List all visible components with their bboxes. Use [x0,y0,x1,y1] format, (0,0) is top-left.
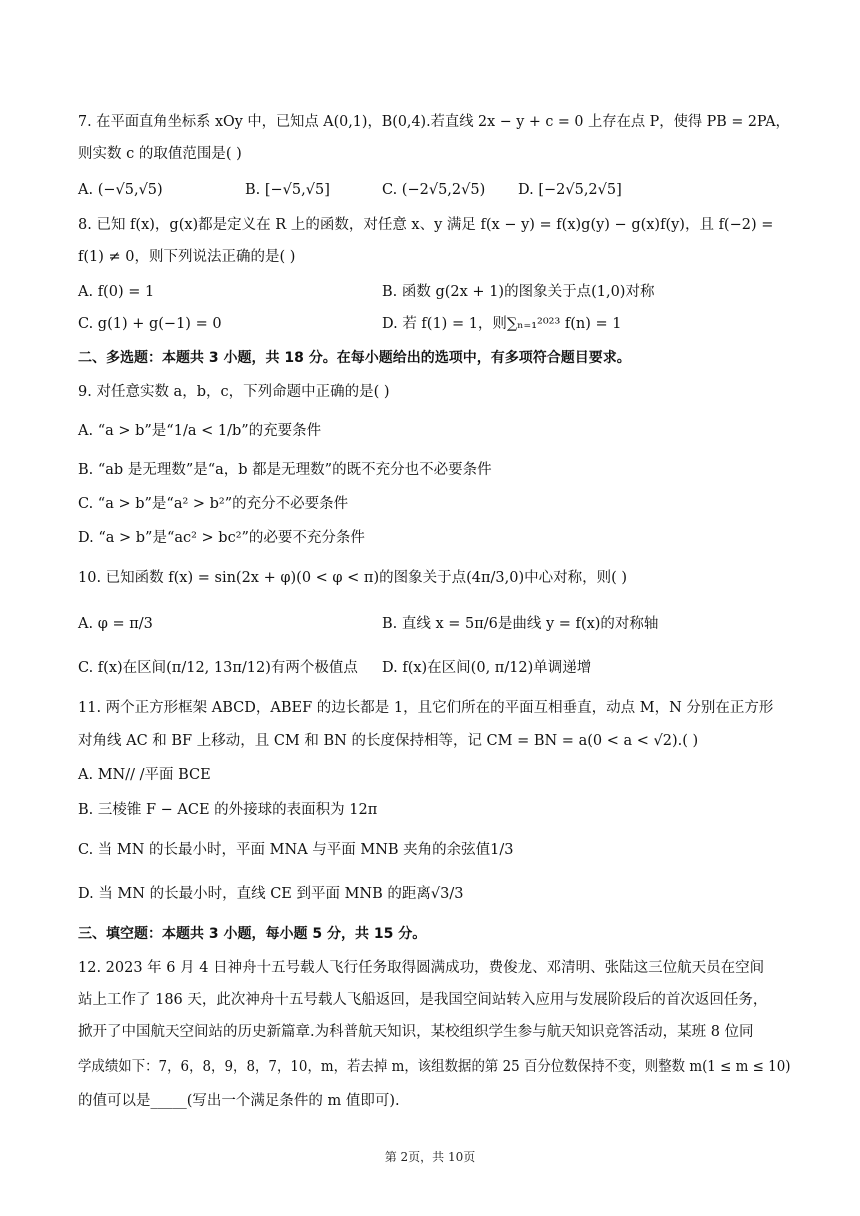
q8-stem-line1: 8. 已知 f(x)，g(x)都是定义在 R 上的函数，对任意 x、y 满足 f(x − y) = f(x)g(y) − g(x)f(y)，且 f(−2) = [78,217,774,233]
q7-stem-line1: 7. 在平面直角坐标系 xOy 中，已知点 A(0,1)，B(0,4).若直线 2x − y + c = 0 上存在点 P，使得 PB = 2PA， [78,114,790,130]
q7-option-c: C. (−2√5,2√5) [382,182,486,198]
q8-option-c: C. g(1) + g(−1) = 0 [78,316,222,332]
q8-option-b: B. 函数 g(2x + 1)的图象关于点(1,0)对称 [382,284,655,300]
q8-stem-line2: f(1) ≠ 0，则下列说法正确的是( ) [78,249,296,265]
q10-option-a: A. φ = π/3 [78,616,153,632]
q12-line1: 12. 2023 年 6 月 4 日神舟十五号载人飞行任务取得圆满成功，费俊龙、邓清明、张陆这三位航天员在空间 [78,960,765,976]
q11-option-d: D. 当 MN 的长最小时，直线 CE 到平面 MNB 的距离√3/3 [78,886,464,902]
page-footer: 第 2页，共 10页 [384,1150,476,1164]
q9-option-a: A. “a > b”是“1/a < 1/b”的充要条件 [78,423,322,439]
q9-stem: 9. 对任意实数 a，b，c，下列命题中正确的是( ) [78,384,390,400]
q7-stem-line2: 则实数 c 的取值范围是( ) [78,146,242,162]
q9-option-d: D. “a > b”是“ac² > bc²”的必要不充分条件 [78,530,365,546]
q11-option-b: B. 三棱锥 F − ACE 的外接球的表面积为 12π [78,802,378,818]
q11-stem-line2: 对角线 AC 和 BF 上移动，且 CM 和 BN 的长度保持相等，记 CM = BN = a(0 < a < √2).( ) [78,733,699,749]
q12-line4: 学成绩如下：7，6，8，9，8，7，10，m，若去掉 m，该组数据的第 25 百分位数保持不变，则整数 m(1 ≤ m ≤ 10) [78,1059,791,1075]
q10-option-b: B. 直线 x = 5π/6是曲线 y = f(x)的对称轴 [382,616,659,632]
q12-line5: 的值可以是_____(写出一个满足条件的 m 值即可). [78,1093,400,1109]
q7-option-d: D. [−2√5,2√5] [518,182,622,198]
section-heading-multiple-choice: 二、多选题：本题共 3 小题，共 18 分。在每小题给出的选项中，有多项符合题目要求。 [78,350,631,366]
section-heading-fill-in: 三、填空题：本题共 3 小题，每小题 5 分，共 15 分。 [78,926,427,942]
q11-option-c: C. 当 MN 的长最小时，平面 MNA 与平面 MNB 夹角的余弦值1/3 [78,842,514,858]
q10-option-c: C. f(x)在区间(π/12, 13π/12)有两个极值点 [78,660,358,676]
q12-line3: 掀开了中国航天空间站的历史新篇章.为科普航天知识，某校组织学生参与航天知识竞答活动，某班 8 位同 [78,1024,754,1040]
q8-option-a: A. f(0) = 1 [78,284,155,300]
q11-stem-line1: 11. 两个正方形框架 ABCD，ABEF 的边长都是 1，且它们所在的平面互相垂直，动点 M，N 分别在正方形 [78,700,774,716]
q7-option-a: A. (−√5,√5) [78,182,163,198]
q12-line2: 站上工作了 186 天，此次神舟十五号载人飞船返回，是我国空间站转入应用与发展阶段后的首次返回任务， [78,992,768,1008]
q11-option-a: A. MN// /平面 BCE [78,767,211,783]
q7-option-b: B. [−√5,√5] [245,182,330,198]
q10-option-d: D. f(x)在区间(0, π/12)单调递增 [382,660,592,676]
q10-stem: 10. 已知函数 f(x) = sin(2x + φ)(0 < φ < π)的图象关于点(4π/3,0)中心对称，则( ) [78,570,628,586]
q9-option-b: B. “ab 是无理数”是“a，b 都是无理数”的既不充分也不必要条件 [78,462,492,478]
q9-option-c: C. “a > b”是“a² > b²”的充分不必要条件 [78,496,349,512]
q8-option-d: D. 若 f(1) = 1，则∑ₙ₌₁²⁰²³ f(n) = 1 [382,316,622,332]
